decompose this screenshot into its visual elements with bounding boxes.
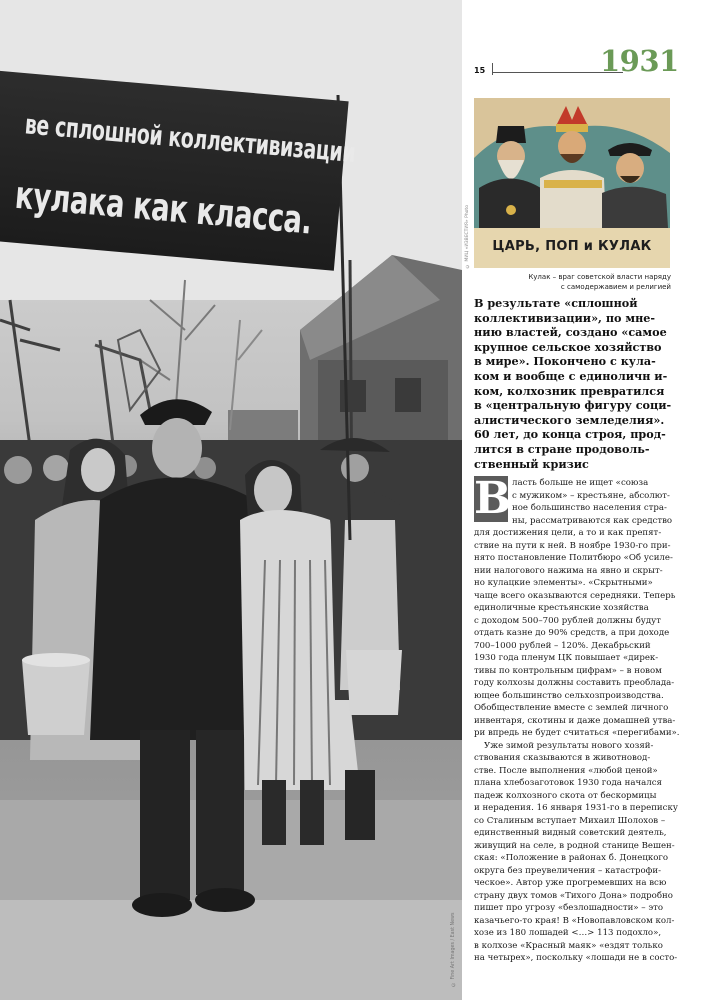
body-line: и нерадения. 16 января 1931-го в переписку — [474, 803, 678, 813]
poster-caption — [476, 272, 671, 292]
body-line: ласть больше не ищет «союза — [512, 478, 649, 488]
body-line: в колхозе «Красный маяк» «ездят только — [474, 940, 663, 951]
lead-line: 60 лет, до конца строя, прод- — [474, 427, 666, 442]
body-line: казачьего-то края! В «Новопавловском кол- — [474, 915, 675, 926]
lead-line: ственный кризис — [474, 456, 589, 471]
body-line: с доходом 500–700 рублей должны будут — [474, 615, 661, 626]
body-line: ствие на пути к ней. В ноябре 1930-го при- — [474, 540, 671, 551]
body-line: году колхозы должны составить преоблада- — [474, 678, 675, 688]
body-line: ствования сказываются в животновод- — [474, 753, 651, 763]
drop-cap: В — [474, 473, 512, 524]
poster-credit: © МИЦ «ИЗВЕСТИЯ» Photo — [465, 205, 470, 268]
caption-line: Кулак – враг советской власти наряду — [528, 273, 671, 281]
body-line: округа без преувеличения – катастрофи- — [474, 865, 661, 876]
body-line: стве. После выполнения «любой ценой» — [474, 765, 658, 776]
lead-line: в «центральную фигуру соци- — [474, 398, 672, 413]
caption-line: с самодержавием и религией — [560, 283, 671, 291]
body-line: но кулацкие элементы». «Скрытными» — [474, 578, 653, 588]
body-line: единственный видный советский деятель, — [474, 828, 667, 838]
protest-banner — [0, 70, 357, 271]
body-line: ри впредь не будет считаться «перегибами». — [474, 728, 680, 738]
year-heading: 1931 — [600, 44, 679, 78]
body-line: чаще всего оказываются середняки. Теперь — [474, 590, 676, 601]
propaganda-poster — [474, 98, 670, 268]
lead-line: коллективизации», по мне- — [474, 310, 656, 325]
body-line: нии налогового нажима на явно и скрыт- — [474, 565, 663, 576]
body-line: ющее большинство сельхозпроизводства. — [474, 690, 664, 701]
page-number: 15 — [474, 66, 486, 75]
photo-credit: © Fine Art Images / East News — [451, 912, 456, 986]
article-body — [474, 473, 680, 965]
body-line: падеж колхозного скота от бескормицы — [474, 790, 657, 801]
banner-text-line-2: кулака как класса. — [13, 172, 314, 243]
lead-line: В результате «сплошной — [474, 296, 638, 310]
body-line: 700–1000 рублей – 120%. Декабрьский — [474, 640, 651, 651]
body-line: единоличные крестьянские хозяйства — [474, 603, 649, 613]
body-line: хозе из 180 лошадей <…> 113 подохло», — [474, 928, 662, 938]
banner-text-line-1: ве сплошной коллективизации — [23, 109, 357, 170]
body-line: Обобществление вместе с землей личного — [474, 703, 669, 713]
body-line: отдать казне до 90% средств, а при доходе — [474, 628, 670, 638]
body-line: пишет про угрозу «безлошадности» – это — [474, 903, 664, 913]
body-line: страну двух томов «Тихого Дона» подробно — [474, 890, 673, 901]
body-line: тивы по контрольным цифрам» – в новом — [474, 665, 662, 676]
lead-line: алистического земледелия». — [474, 412, 665, 427]
body-line: живущий на селе, в родной станице Вешен- — [474, 840, 675, 851]
lead-line: нию властей, создано «самое — [474, 325, 667, 340]
body-line: плана хлебозаготовок 1930 года начался — [474, 778, 662, 788]
body-line: ская: «Положение в районах б. Донецкого — [474, 853, 669, 863]
body-line: со Сталиным вступает Михаил Шолохов – — [474, 815, 666, 826]
body-line: 1930 года пленум ЦК повышает «дирек- — [474, 653, 659, 663]
body-line: на четырех», поскольку «лошади не в состо- — [474, 953, 678, 963]
body-line: инвентаря, скотины и даже домашней утва- — [474, 715, 676, 726]
lead-line: крупное сельское хозяйство — [474, 339, 662, 354]
body-line: с мужиком» – крестьяне, абсолют- — [512, 490, 670, 501]
body-line: ны, рассматриваются как средство — [512, 515, 673, 526]
body-line: для достижения цели, а то и как препят- — [474, 528, 662, 538]
body-line: Уже зимой результаты нового хозяй- — [484, 740, 654, 751]
lead-line: лится в стране продоволь- — [474, 441, 650, 456]
lead-line: ком, колхозник превратился — [474, 383, 665, 398]
body-line: ческое». Автор уже прогремевших на всю — [474, 878, 667, 888]
header-divider-tick — [492, 63, 493, 75]
body-line: ное большинство населения стра- — [512, 503, 667, 513]
poster-title: ЦАРЬ, ПОП и КУЛАК — [492, 239, 652, 254]
lead-paragraph — [474, 296, 674, 471]
lead-line: ком и вообще с единоличн и- — [474, 368, 668, 383]
lead-line: в мире». Покончено с кула- — [474, 354, 656, 369]
body-line: нято постановление Политбюро «Об усиле- — [474, 553, 673, 563]
